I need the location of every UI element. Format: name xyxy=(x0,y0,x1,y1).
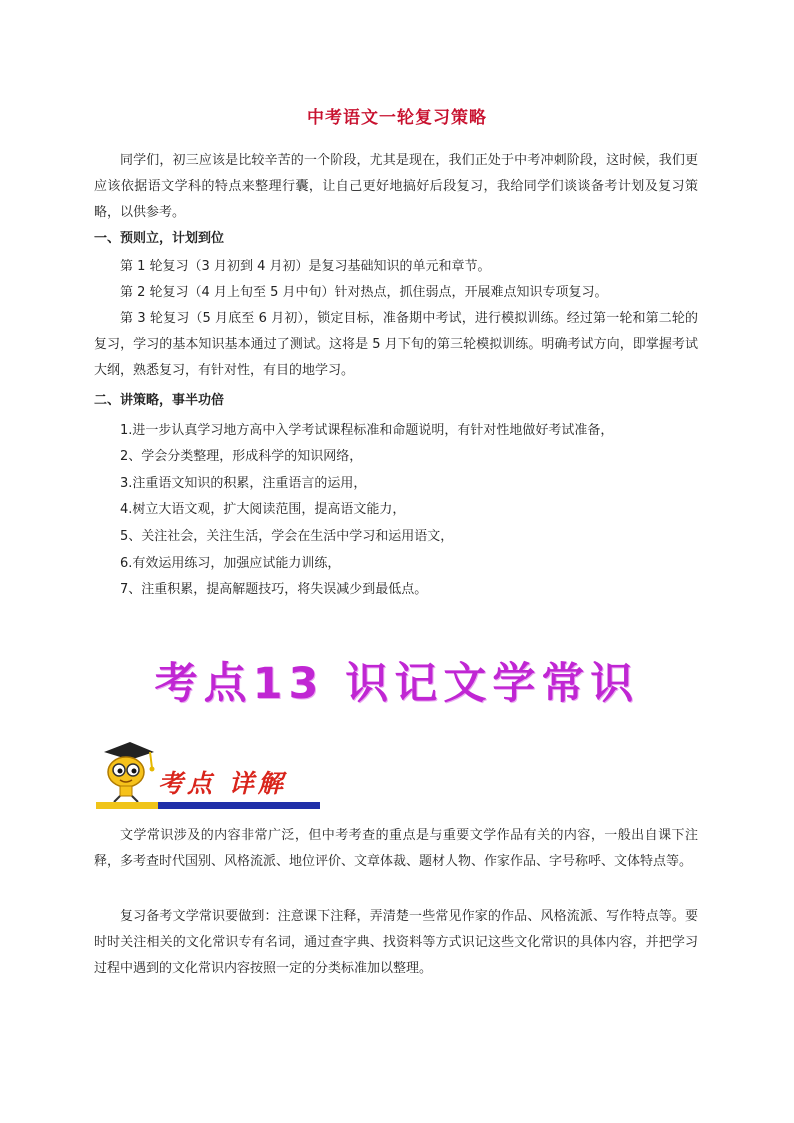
strategy-item-4: 4.树立大语文观，扩大阅读范围，提高语文能力， xyxy=(120,502,406,517)
intro-paragraph: 同学们，初三应该是比较辛苦的一个阶段，尤其是现在，我们正处于中考冲刺阶段，这时候，我们更应该依据语文学科的特点来整理行囊，让自己更好地搞好后段复习，我给同学们谈谈备考计划及复习策略，以供参考。 xyxy=(94,153,698,220)
graduate-mascot-icon xyxy=(96,738,156,804)
strategy-item-1: 1.进一步认真学习地方高中入学考试课程标准和命题说明，有针对性地做好考试准备， xyxy=(120,423,614,438)
body-paragraph-1: 文学常识涉及的内容非常广泛，但中考考查的重点是与重要文学作品有关的内容，一般出自课下注释，多考查时代国别、风格流派、地位评价、文章体裁、题材人物、作家作品、字号称呼、文体特点等。 xyxy=(94,828,698,869)
xiangjie-underline xyxy=(96,802,320,809)
round-2: 第 2 轮复习（4 月上旬至 5 月中旬）针对热点，抓住弱点，开展难点知识专项复习。 xyxy=(120,285,608,300)
round-1: 第 1 轮复习（3 月初到 4 月初）是复习基础知识的单元和章节。 xyxy=(120,259,491,274)
strategy-item-6: 6.有效运用练习，加强应试能力训练， xyxy=(120,556,341,571)
kaodian-xiangjie-header xyxy=(96,738,320,810)
body-paragraph-2: 复习备考文学常识要做到：注意课下注释，弄清楚一些常见作家的作品、风格流派、写作特点等。要时时关注相关的文化常识专有名词，通过查字典、找资料等方式识记这些文化常识的具体内容，并把学习过程中遇到的文化常识内容按照一定的分类标准加以整理。 xyxy=(94,909,698,976)
strategy-item-3: 3.注重语文知识的积累，注重语言的运用， xyxy=(120,476,367,491)
kaodian-banner: 考点13 识记文学常识 xyxy=(154,659,640,709)
page-title: 中考语文一轮复习策略 xyxy=(307,108,487,128)
xiangjie-label: 考点 详解 xyxy=(158,769,287,798)
strategy-item-7: 7、注重积累，提高解题技巧，将失误减少到最低点。 xyxy=(120,582,428,597)
section2-heading: 二、讲策略，事半功倍 xyxy=(94,393,225,408)
strategy-item-5: 5、关注社会，关注生活，学会在生活中学习和运用语文， xyxy=(120,529,454,544)
section1-heading: 一、预则立，计划到位 xyxy=(94,231,225,246)
strategy-item-2: 2、学会分类整理，形成科学的知识网络， xyxy=(120,449,363,464)
round-3: 第 3 轮复习（5 月底至 6 月初），锁定目标，准备期中考试，进行模拟训练。经过第一轮和第二轮的复习，学习的基本知识基本通过了测试。这将是 5 月下旬的第三轮模拟训练。明确考试方向，即掌握考试大纲，熟悉复习，有针对性，有目的地学习。 xyxy=(94,311,698,378)
